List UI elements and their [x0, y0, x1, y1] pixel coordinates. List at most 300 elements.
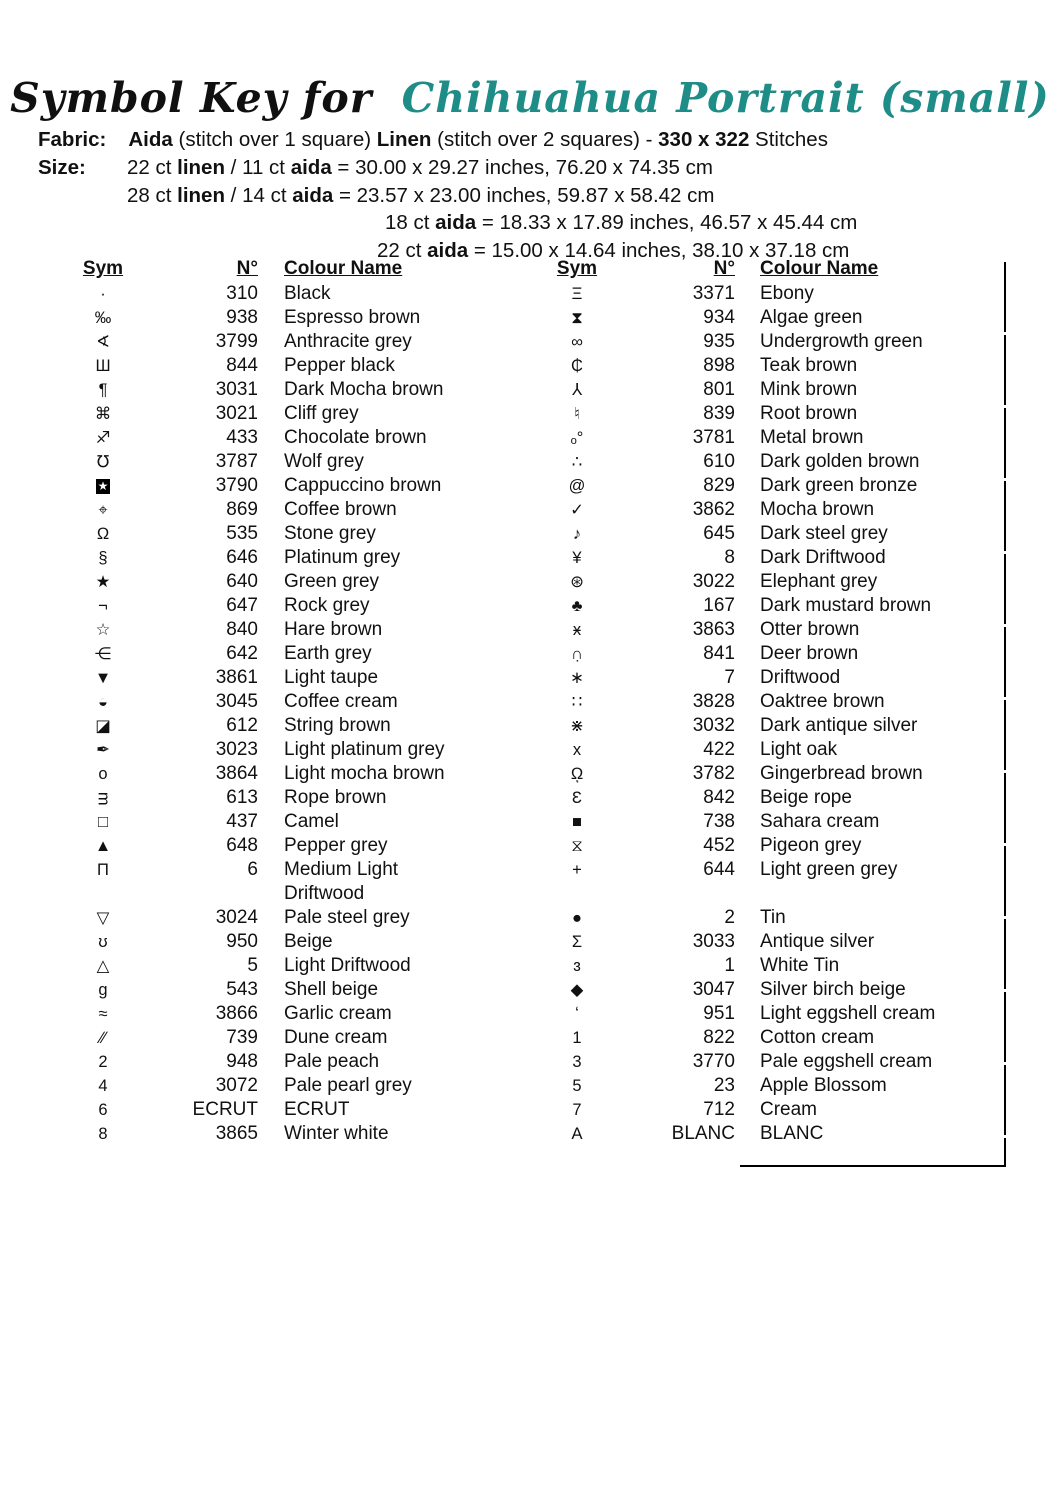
number-cell: 6 [247, 859, 258, 880]
colour-name-text: Shell beige [284, 979, 379, 1000]
colour-name-text: Cotton cream [760, 1027, 875, 1048]
colour-name-cell [258, 330, 530, 354]
table-row [535, 378, 1005, 402]
number-cell [619, 882, 735, 906]
table-row [60, 306, 530, 330]
colour-name-cell [258, 306, 530, 330]
colour-name-cell [735, 522, 1005, 546]
number-cell: 167 [703, 595, 735, 616]
table-row [60, 978, 530, 1002]
colour-name-cell [735, 930, 1005, 954]
number-cell: 3861 [215, 667, 258, 688]
symbol-cell: Π [97, 861, 109, 879]
symbol-cell: ✓ [570, 501, 584, 519]
symbol-cell: A [571, 1125, 583, 1143]
text-run: = 15.00 x 14.64 inches, 38.10 x 37.18 cm [468, 238, 850, 262]
symbol-cell: ∷ [571, 693, 583, 711]
number-cell: 738 [703, 811, 735, 832]
table-row [535, 1098, 1005, 1122]
symbol-cell: ▲ [94, 837, 112, 855]
number-cell: 2 [724, 907, 735, 928]
text-run: = 18.33 x 17.89 inches, 46.57 x 45.44 cm [476, 211, 858, 234]
symbol-table-right [535, 256, 1005, 1146]
symbol-cell: ⅄ [571, 381, 583, 399]
number-cell: 938 [226, 307, 258, 328]
symbol-cell: 4 [98, 1077, 108, 1095]
colour-name-cell [735, 330, 1005, 354]
colour-name-cell [735, 666, 1005, 690]
colour-name-text: Dark steel grey [760, 523, 888, 544]
colour-name-cell [258, 450, 530, 474]
symbol-cell: 7 [572, 1101, 582, 1119]
symbol-cell: □ [98, 813, 108, 831]
table-row [535, 498, 1005, 522]
number-cell: 640 [226, 571, 258, 592]
symbol-cell: ◒ [98, 693, 108, 711]
colour-name-text: Pale eggshell cream [760, 1051, 933, 1072]
colour-name-cell [258, 858, 530, 906]
table-row [535, 1002, 1005, 1026]
table-row [60, 786, 530, 810]
bold-text-run: 330 x 322 [658, 128, 750, 151]
text-run: / 14 ct [224, 183, 293, 207]
number-cell: 648 [226, 835, 258, 856]
symbol-table-left [60, 256, 530, 1146]
number-cell: 934 [703, 307, 735, 328]
text-run: Stitches [749, 128, 828, 151]
colour-name-text: Dark antique silver [760, 715, 918, 736]
number-cell: 1 [724, 955, 735, 976]
size-line-3 [385, 211, 1060, 239]
table-bottom-border [740, 1165, 1006, 1167]
colour-name-text: Cream [760, 1099, 818, 1120]
symbol-cell: Ω [96, 525, 110, 543]
number-cell: 950 [226, 931, 258, 952]
colour-name-text: Camel [284, 811, 339, 832]
colour-name-cell [735, 786, 1005, 810]
symbol-cell: ¥ [572, 549, 582, 567]
header-number: N° [713, 258, 735, 279]
bold-text-run: Aida [128, 128, 173, 151]
number-cell: 3031 [215, 379, 258, 400]
number-cell: BLANC [671, 1123, 735, 1144]
number-cell: 3866 [215, 1003, 258, 1024]
colour-name-text: Coffee brown [284, 499, 397, 520]
symbol-cell: ★ [95, 573, 111, 591]
table-row [535, 858, 1005, 882]
text-run: (stitch over 1 square) [172, 128, 377, 151]
number-cell: 948 [226, 1051, 258, 1072]
symbol-cell: ♮ [574, 405, 580, 423]
colour-name-text: Light platinum grey [284, 739, 445, 760]
symbol-cell: ӿ [572, 621, 582, 639]
colour-name-cell [258, 954, 530, 978]
colour-name-text: Cappuccino brown [284, 475, 442, 496]
table-row [60, 834, 530, 858]
colour-name-text: Light Driftwood [284, 955, 411, 976]
table-row [60, 666, 530, 690]
bold-text-run: linen [177, 156, 225, 179]
number-cell: 3072 [215, 1075, 258, 1096]
table-row [60, 954, 530, 978]
symbol-cell: ₵ [571, 357, 583, 375]
colour-name-cell [735, 450, 1005, 474]
bold-text-run: linen [177, 183, 225, 207]
size-line-2 [127, 184, 1060, 212]
number-cell: 842 [703, 787, 735, 808]
colour-name-cell [735, 354, 1005, 378]
number-cell: 310 [226, 283, 258, 304]
colour-name-text: BLANC [760, 1123, 824, 1144]
colour-name-text: Pigeon grey [760, 835, 862, 856]
number-cell: 422 [703, 739, 735, 760]
colour-name-cell [735, 738, 1005, 762]
table-row [60, 354, 530, 378]
colour-name-cell [258, 546, 530, 570]
number-cell: 610 [703, 451, 735, 472]
colour-name-text: Platinum grey [284, 547, 401, 568]
number-cell: 3022 [692, 571, 735, 592]
symbol-cell: 2 [98, 1053, 108, 1071]
number-cell: 3828 [692, 691, 735, 712]
colour-name-cell [258, 690, 530, 714]
colour-name-text: Earth grey [284, 643, 372, 664]
size-lines [0, 156, 1060, 266]
table-row [535, 618, 1005, 642]
table-row [60, 714, 530, 738]
colour-name-text: Deer brown [760, 643, 859, 664]
table-rows-left [60, 282, 530, 1146]
colour-name-cell [258, 1050, 530, 1074]
colour-name-text: Root brown [760, 403, 858, 424]
colour-name-text: Metal brown [760, 427, 864, 448]
symbol-cell: ∞ [571, 333, 583, 351]
colour-name-text: Otter brown [760, 619, 860, 640]
colour-name-text: Dark mustard brown [760, 595, 932, 616]
colour-name-text: Winter white [284, 1123, 389, 1144]
bold-text-run: Linen [376, 128, 432, 151]
symbol-cell: ⌘ [94, 405, 112, 423]
table-row [535, 426, 1005, 450]
table-row [535, 666, 1005, 690]
number-cell: 739 [226, 1027, 258, 1048]
colour-name-text: Hare brown [284, 619, 383, 640]
colour-name-cell [258, 714, 530, 738]
colour-name-text: Mocha brown [760, 499, 875, 520]
colour-name-cell [258, 1074, 530, 1098]
colour-name-cell [735, 954, 1005, 978]
colour-name-text: Espresso brown [284, 307, 421, 328]
colour-name-cell [258, 978, 530, 1002]
number-cell: 3033 [692, 931, 735, 952]
table-row [535, 786, 1005, 810]
table-row [535, 546, 1005, 570]
table-row [535, 306, 1005, 330]
table-row [535, 810, 1005, 834]
colour-name-cell [258, 522, 530, 546]
title-pattern-name: Chihuahua Portrait (small) [401, 74, 1050, 122]
colour-name-cell [735, 810, 1005, 834]
table-row [535, 738, 1005, 762]
colour-name-cell [258, 1122, 530, 1146]
number-cell: 437 [226, 811, 258, 832]
symbol-cell: @ [568, 477, 586, 495]
colour-name-cell [258, 1002, 530, 1026]
symbol-cell: ʻ [575, 1005, 579, 1023]
colour-name-cell [735, 1074, 1005, 1098]
symbol-cell: x [572, 741, 582, 759]
number-cell: 3047 [692, 979, 735, 1000]
colour-name-text: Rock grey [284, 595, 370, 616]
colour-name-text: Light mocha brown [284, 763, 445, 784]
number-cell: 822 [703, 1027, 735, 1048]
table-row [535, 906, 1005, 930]
colour-name-text: Coffee cream [284, 691, 398, 712]
number-cell: 646 [226, 547, 258, 568]
table-row [60, 690, 530, 714]
colour-name-cell [258, 378, 530, 402]
table-header-row [535, 256, 1005, 282]
symbol-cell: ▼ [94, 669, 112, 687]
colour-name-text: Black [284, 283, 331, 304]
table-row [60, 330, 530, 354]
colour-name-text: Pepper grey [284, 835, 388, 856]
table-row-spacer [535, 882, 1005, 906]
table-row [60, 810, 530, 834]
colour-name-cell [735, 1026, 1005, 1050]
colour-name-text: Dune cream [284, 1027, 388, 1048]
colour-name-text: Pepper black [284, 355, 395, 376]
colour-name-text: Dark Mocha brown [284, 379, 444, 400]
colour-name-cell [735, 426, 1005, 450]
colour-name-cell [735, 1050, 1005, 1074]
text-run: 18 ct [385, 211, 436, 234]
number-cell: 645 [703, 523, 735, 544]
size-label: Size: [38, 156, 86, 179]
symbol-cell: Σ [571, 933, 583, 951]
symbol-cell: ■ [572, 813, 582, 831]
table-row [535, 930, 1005, 954]
header-sym: Sym [82, 258, 124, 279]
colour-name-cell [735, 642, 1005, 666]
colour-name-text: String brown [284, 715, 391, 736]
bold-text-run: aida [292, 183, 334, 207]
symbol-cell: 8 [98, 1125, 108, 1143]
fabric-label: Fabric: [38, 128, 107, 151]
table-row [60, 642, 530, 666]
colour-name-text: Algae green [760, 307, 863, 328]
colour-name-text: Sahara cream [760, 811, 880, 832]
symbol-cell: ∩̣ [571, 645, 583, 663]
text-run: = 30.00 x 29.27 inches, 76.20 x 74.35 cm [331, 156, 713, 179]
number-cell: 3032 [692, 715, 735, 736]
symbol-cell: ✒ [96, 741, 110, 759]
symbol-cell: ∗ [570, 669, 584, 687]
table-row [60, 738, 530, 762]
number-cell: 5 [247, 955, 258, 976]
symbol-cell: ʊ [98, 933, 108, 951]
table-row [60, 1026, 530, 1050]
number-cell: 612 [226, 715, 258, 736]
symbol-cell: § [98, 549, 108, 567]
colour-name-cell [258, 618, 530, 642]
inverse-symbol: ★ [97, 479, 109, 493]
number-cell: 647 [226, 595, 258, 616]
table-row [535, 570, 1005, 594]
number-cell: 7 [724, 667, 735, 688]
number-cell: 3371 [692, 283, 735, 304]
number-cell: 23 [713, 1075, 735, 1096]
table-row [60, 522, 530, 546]
number-cell: 898 [703, 355, 735, 376]
table-row [60, 594, 530, 618]
number-cell: 3770 [692, 1051, 735, 1072]
colour-name-cell [735, 714, 1005, 738]
colour-name-cell [735, 594, 1005, 618]
symbol-cell: o [98, 765, 108, 783]
colour-name-text: Dark green bronze [760, 475, 918, 496]
colour-name-text: Oaktree brown [760, 691, 885, 712]
symbol-cell: ¬ [98, 597, 108, 615]
number-cell: 8 [724, 547, 735, 568]
colour-name-cell [258, 498, 530, 522]
table-row [60, 858, 530, 906]
colour-name-text: Light green grey [760, 859, 898, 880]
colour-name-cell [735, 306, 1005, 330]
symbol-cell: 3 [572, 1053, 582, 1071]
colour-name-text: Mink brown [760, 379, 858, 400]
colour-name-cell [258, 282, 530, 306]
symbol-cell: Ɛ [572, 789, 582, 807]
colour-name-cell [735, 858, 1005, 882]
colour-name-cell [258, 906, 530, 930]
colour-name-cell [258, 762, 530, 786]
number-cell: 3024 [215, 907, 258, 928]
table-row [535, 714, 1005, 738]
table-row [535, 450, 1005, 474]
colour-name-text: Pale peach [284, 1051, 380, 1072]
symbol-cell: 6 [98, 1101, 108, 1119]
symbol-cell: ∴ [571, 453, 583, 471]
symbol-cell: ῼ [570, 765, 584, 783]
symbol-cell: ≈ [98, 1005, 108, 1023]
table-row [60, 1098, 530, 1122]
colour-name-cell [735, 762, 1005, 786]
number-cell: 3782 [692, 763, 735, 784]
table-row [60, 1122, 530, 1146]
text-run: (stitch over 2 squares) - [431, 128, 659, 151]
text-run: 22 ct [377, 238, 428, 262]
colour-name-text: Driftwood [760, 667, 841, 688]
symbol-cell: △ [96, 957, 110, 975]
number-cell: 543 [226, 979, 258, 1000]
table-row [60, 498, 530, 522]
number-cell: 3790 [215, 475, 258, 496]
colour-name-text: Elephant grey [760, 571, 878, 592]
symbol-cell: ⊛ [570, 573, 584, 591]
colour-name-text: Apple Blossom [760, 1075, 887, 1096]
table-row [535, 834, 1005, 858]
text-run: 28 ct [127, 183, 178, 207]
colour-name-cell [735, 378, 1005, 402]
symbol-cell: g [98, 981, 108, 999]
table-row [535, 1122, 1005, 1146]
table-row [535, 642, 1005, 666]
table-row [535, 762, 1005, 786]
table-row [60, 282, 530, 306]
colour-name-text: Cliff grey [284, 403, 359, 424]
number-cell: 841 [703, 643, 735, 664]
table-row [535, 978, 1005, 1002]
colour-name-text: Dark golden brown [760, 451, 920, 472]
colour-name-text: Dark Driftwood [760, 547, 886, 568]
colour-name-cell [258, 402, 530, 426]
colour-name-text: Silver birch beige [760, 979, 906, 1000]
header-colour-name: Colour Name [760, 258, 879, 279]
symbol-cell: ● [572, 909, 582, 927]
colour-name-text: Light eggshell cream [760, 1003, 936, 1024]
number-cell: 3781 [692, 427, 735, 448]
colour-name-text: Gingerbread brown [760, 763, 923, 784]
colour-name-cell [735, 546, 1005, 570]
number-cell: 951 [703, 1003, 735, 1024]
colour-name-cell [258, 786, 530, 810]
symbol-cell: ɜ [573, 957, 581, 975]
colour-name-cell [735, 570, 1005, 594]
colour-name-cell [735, 474, 1005, 498]
bold-text-run: aida [427, 238, 469, 262]
symbol-cell: ᴟ [98, 789, 108, 807]
table-right-border [1004, 262, 1006, 1167]
symbol-cell: ⋇ [570, 717, 584, 735]
number-cell: 3045 [215, 691, 258, 712]
table-row [60, 570, 530, 594]
table-row [60, 474, 530, 498]
number-cell: 3799 [215, 331, 258, 352]
colour-name-cell [735, 498, 1005, 522]
colour-name-cell [735, 690, 1005, 714]
table-row [535, 402, 1005, 426]
symbol-cell: ♐ [95, 429, 111, 447]
table-row [60, 762, 530, 786]
table-row [60, 930, 530, 954]
number-cell: 3863 [692, 619, 735, 640]
symbol-cell: ⌖ [98, 501, 108, 519]
colour-name-cell [258, 834, 530, 858]
number-cell: 3865 [215, 1123, 258, 1144]
table-row [60, 378, 530, 402]
table-row [535, 354, 1005, 378]
table-row [60, 618, 530, 642]
table-row [535, 954, 1005, 978]
table-row [535, 690, 1005, 714]
colour-name-cell [735, 618, 1005, 642]
number-cell: 433 [226, 427, 258, 448]
size-line-1 [127, 156, 1060, 184]
colour-name-text: Chocolate brown [284, 427, 427, 448]
symbol-cell: ∕∕ [100, 1029, 106, 1047]
number-cell: ECRUT [192, 1099, 258, 1120]
colour-name-cell [258, 426, 530, 450]
header-sym: Sym [556, 258, 598, 279]
number-cell: 452 [703, 835, 735, 856]
colour-name-text: Undergrowth green [760, 331, 923, 352]
table-row [60, 1002, 530, 1026]
table-row [535, 282, 1005, 306]
colour-name-cell [735, 906, 1005, 930]
colour-name-text: Beige rope [760, 787, 852, 808]
symbol-cell: ◆ [570, 981, 584, 999]
